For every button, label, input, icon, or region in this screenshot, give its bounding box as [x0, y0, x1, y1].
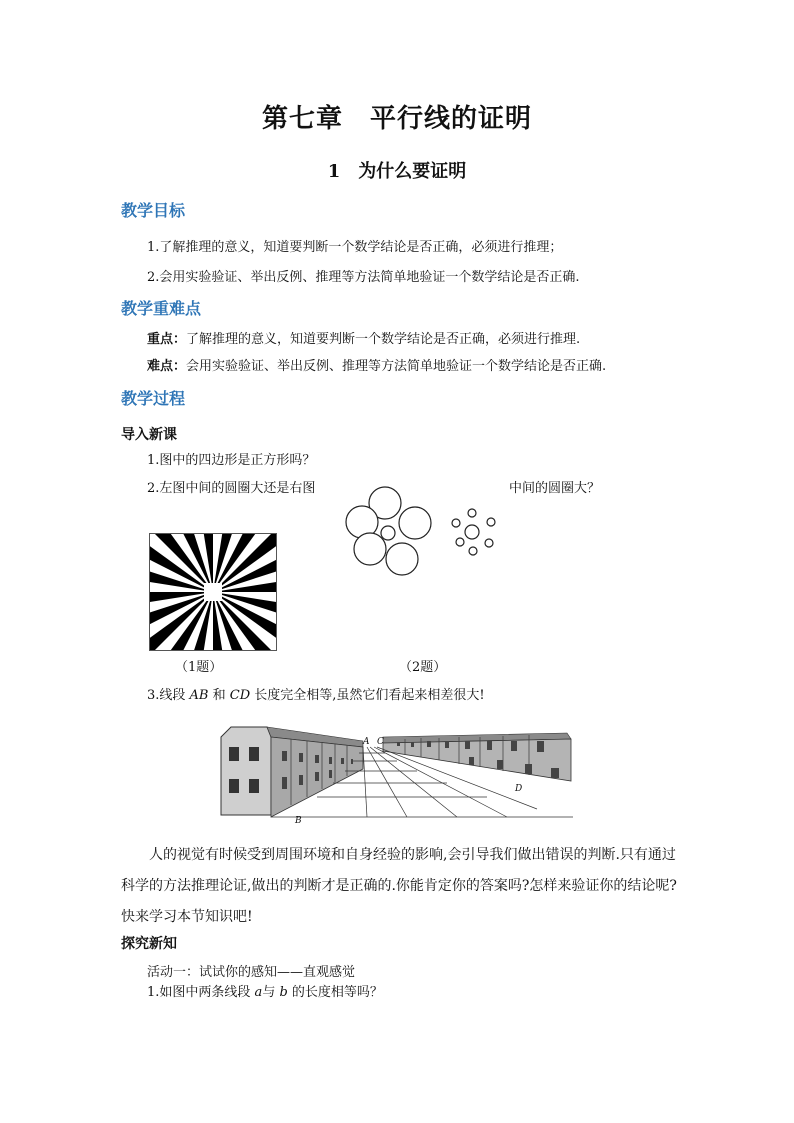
large-circle [386, 543, 418, 575]
explore-question-1: 1.如图中两条线段 a与 b 的长度相等吗？ [147, 985, 383, 1000]
intro-question-1: 1.图中的四边形是正方形吗？ [147, 453, 316, 468]
process-heading: 教学过程 [121, 389, 186, 408]
goal-item-1: 1.了解推理的意义，知道要判断一个数学结论是否正确，必须进行推理； [147, 240, 563, 255]
intro-heading: 导入新课 [121, 427, 177, 443]
figure-2-caption: （2题） [399, 660, 447, 675]
intro-question-3: 3.线段 AB 和 CD 长度完全相等,虽然它们看起来相差很大! [147, 688, 485, 703]
explore-activity: 活动一：试试你的感知——直观感觉 [147, 965, 356, 980]
point-d-label: D [515, 784, 523, 794]
point-b-label: B [295, 816, 302, 826]
difficult-point-label: 难点： [147, 359, 187, 374]
key-point-label: 重点： [147, 332, 187, 347]
point-c-label: C [377, 737, 384, 747]
intro-question-2-right: 中间的圆圈大？ [509, 481, 601, 496]
point-a-label: A [363, 737, 370, 747]
houses-perspective-figure [207, 713, 580, 828]
small-circle [456, 538, 464, 546]
intro-paragraph: 人的视觉有时候受到周围环境和自身经验的影响,会引导我们做出错误的判断.只有通过科学的方法推理论证,做出的判断才是正确的.你能肯定你的答案吗?怎样来验证你的结论呢?快来学习本节知识吧! [121, 847, 677, 925]
square-illusion-figure [149, 533, 277, 651]
goals-heading: 教学目标 [121, 201, 186, 220]
goal-item-2: 2.会用实验验证、举出反例、推理等方法简单地验证一个数学结论是否正确. [147, 270, 580, 285]
keypoints-heading: 教学重难点 [121, 299, 202, 318]
small-circle [452, 519, 460, 527]
explore-heading: 探究新知 [121, 936, 177, 952]
figure-1-caption: （1题） [175, 660, 223, 675]
large-circle [354, 533, 386, 565]
circles-illusion-figure [338, 485, 508, 580]
segment-ab-label: AB [189, 688, 209, 703]
center-circle-right [465, 525, 479, 539]
small-circle [485, 539, 493, 547]
intro-question-2-left: 2.左图中间的圆圈大还是右图 [147, 481, 316, 496]
key-point-text: 了解推理的意义，知道要判断一个数学结论是否正确，必须进行推理. [186, 332, 581, 347]
large-circle [399, 507, 431, 539]
page-title: 第七章 平行线的证明 [261, 104, 532, 134]
section-title: 1 为什么要证明 [327, 161, 467, 182]
difficult-point-text: 会用实验验证、举出反例、推理等方法简单地验证一个数学结论是否正确. [186, 359, 607, 374]
segment-cd-label: CD [229, 688, 251, 703]
key-point [147, 332, 580, 348]
difficult-point [147, 359, 606, 375]
segment-a-label: a [254, 985, 263, 1000]
small-circle [468, 509, 476, 517]
small-circle [487, 518, 495, 526]
segment-b-label: b [279, 985, 288, 1000]
center-circle-left [381, 526, 395, 540]
small-circle [469, 547, 477, 555]
